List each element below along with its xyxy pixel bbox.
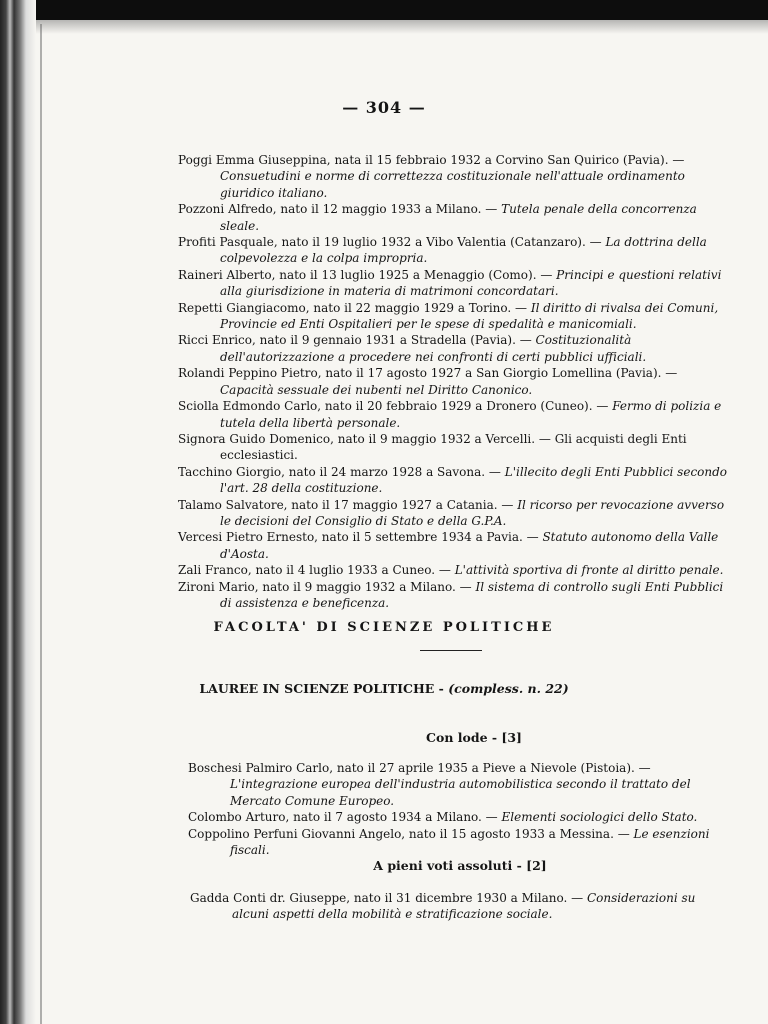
graduate-name: Ricci Enrico, nato il 9 gennaio 1931 a Stradella (Pavia). —: [178, 333, 532, 348]
graduate-name: Signora Guido Domenico, nato il 9 maggio 1932 a Vercelli. — Gli acquisti degli Enti ecclesiastici.: [178, 431, 687, 463]
list-item: [178, 497, 733, 530]
degrees-heading: [0, 681, 768, 696]
list-item: [178, 464, 733, 497]
degrees-title: LAUREE IN SCIENZE POLITICHE -: [199, 681, 444, 696]
thesis-title: L'integrazione europea dell'industria automobilistica secondo il trattato del Mercato Comune Europeo.: [230, 777, 691, 808]
graduate-name: Colombo Arturo, nato il 7 agosto 1934 a Milano. —: [188, 810, 498, 825]
lode-graduates-list: [188, 760, 736, 858]
list-item: [178, 398, 733, 431]
thesis-title: Statuto autonomo della Valle d'Aosta.: [220, 530, 719, 561]
thesis-title: Consuetudini e norme di correttezza costituzionale nell'attuale ordinamento giuridico italiano.: [220, 169, 685, 200]
graduate-name: Zironi Mario, nato il 9 maggio 1932 a Milano. —: [178, 579, 472, 594]
law-graduates-list: [178, 152, 733, 611]
list-item: [178, 234, 733, 267]
list-item: [178, 201, 733, 234]
graduate-name: Vercesi Pietro Ernesto, nato il 5 settembre 1934 a Pavia. —: [178, 530, 539, 545]
graduate-name: Coppolino Perfuni Giovanni Angelo, nato il 15 agosto 1933 a Messina. —: [188, 826, 630, 841]
thesis-title: Il ricorso per revocazione avverso le decisioni del Consiglio di Stato e della G.P.A.: [220, 497, 725, 528]
list-item: [178, 431, 733, 464]
thesis-title: Il diritto di rivalsa dei Comuni, Provincie ed Enti Ospitalieri per le spese di spedalità e manicomiali.: [220, 300, 719, 332]
thesis-title: Fermo di polizia e tutela della libertà personale.: [220, 399, 722, 430]
list-item: [178, 267, 733, 300]
graduate-name: Profiti Pasquale, nato il 19 luglio 1932 a Vibo Valentia (Catanzaro). —: [178, 235, 602, 250]
graduate-name: Talamo Salvatore, nato il 17 maggio 1927 a Catania. —: [178, 497, 514, 512]
graduate-name: Sciolla Edmondo Carlo, nato il 20 febbraio 1929 a Dronero (Cuneo). —: [178, 399, 609, 414]
graduate-name: Pozzoni Alfredo, nato il 12 maggio 1933 a Milano. —: [178, 202, 498, 217]
pieni-voti-graduates-list: [190, 890, 736, 923]
graduate-name: Boschesi Palmiro Carlo, nato il 27 aprile 1935 a Pieve a Nievole (Pistoia). —: [188, 761, 651, 775]
thesis-title: Le esenzioni fiscali.: [230, 826, 710, 858]
graduate-name: Zali Franco, nato il 4 luglio 1933 a Cuneo. —: [178, 563, 451, 578]
thesis-title: Principi e questioni relativi alla giurisdizione in materia di matrimoni concordatari.: [220, 267, 722, 299]
thesis-title: Considerazioni su alcuni aspetti della mobilità e stratificazione sociale.: [232, 891, 696, 922]
section-heading-lode: Con lode - [3]: [426, 730, 522, 745]
thesis-title: L'attività sportiva di fronte al diritto penale.: [454, 563, 724, 578]
list-item: [188, 809, 736, 825]
page-number: — 304 —: [342, 98, 426, 117]
thesis-title: Costituzionalità dell'autorizzazione a procedere nei confronti di certi pubblici ufficiali.: [220, 333, 647, 364]
graduate-name: Tacchino Giorgio, nato il 24 marzo 1928 a Savona. —: [178, 464, 501, 479]
graduate-name: Gadda Conti dr. Giuseppe, nato il 31 dicembre 1930 a Milano. —: [190, 891, 584, 905]
thesis-title: Elementi sociologici dello Stato.: [501, 810, 698, 825]
list-item: [190, 890, 736, 923]
thesis-title: Capacità sessuale dei nubenti nel Diritto Canonico.: [220, 382, 533, 397]
list-item: [178, 562, 733, 578]
thesis-title: Il sistema di controllo sugli Enti Pubblici di assistenza e beneficenza.: [220, 579, 724, 610]
list-item: [178, 300, 733, 333]
graduate-name: Repetti Giangiacomo, nato il 22 maggio 1929 a Torino. —: [178, 300, 528, 315]
graduate-name: Poggi Emma Giuseppina, nata il 15 febbraio 1932 a Corvino San Quirico (Pavia). —: [178, 153, 685, 167]
thesis-title: La dottrina della colpevolezza e la colpa impropria.: [220, 235, 707, 266]
list-item: [178, 152, 733, 201]
list-item: [178, 365, 733, 398]
list-item: [178, 332, 733, 365]
degrees-count: (compless. n. 22): [448, 681, 569, 696]
list-item: [188, 760, 736, 809]
thesis-title: Tutela penale della concorrenza sleale.: [220, 202, 697, 233]
list-item: [178, 579, 733, 612]
graduate-name: Rolandi Peppino Pietro, nato il 17 agosto 1927 a San Giorgio Lomellina (Pavia). —: [178, 366, 678, 381]
graduate-name: Raineri Alberto, nato il 13 luglio 1925 a Menaggio (Como). —: [178, 267, 553, 282]
section-heading-pieni-voti: A pieni voti assoluti - [2]: [373, 858, 547, 873]
list-item: [178, 529, 733, 562]
faculty-title: FACOLTA' DI SCIENZE POLITICHE: [213, 620, 555, 635]
thesis-title: L'illecito degli Enti Pubblici secondo l'art. 28 della costituzione.: [220, 464, 728, 496]
list-item: [188, 826, 736, 859]
section-divider: [420, 650, 482, 651]
